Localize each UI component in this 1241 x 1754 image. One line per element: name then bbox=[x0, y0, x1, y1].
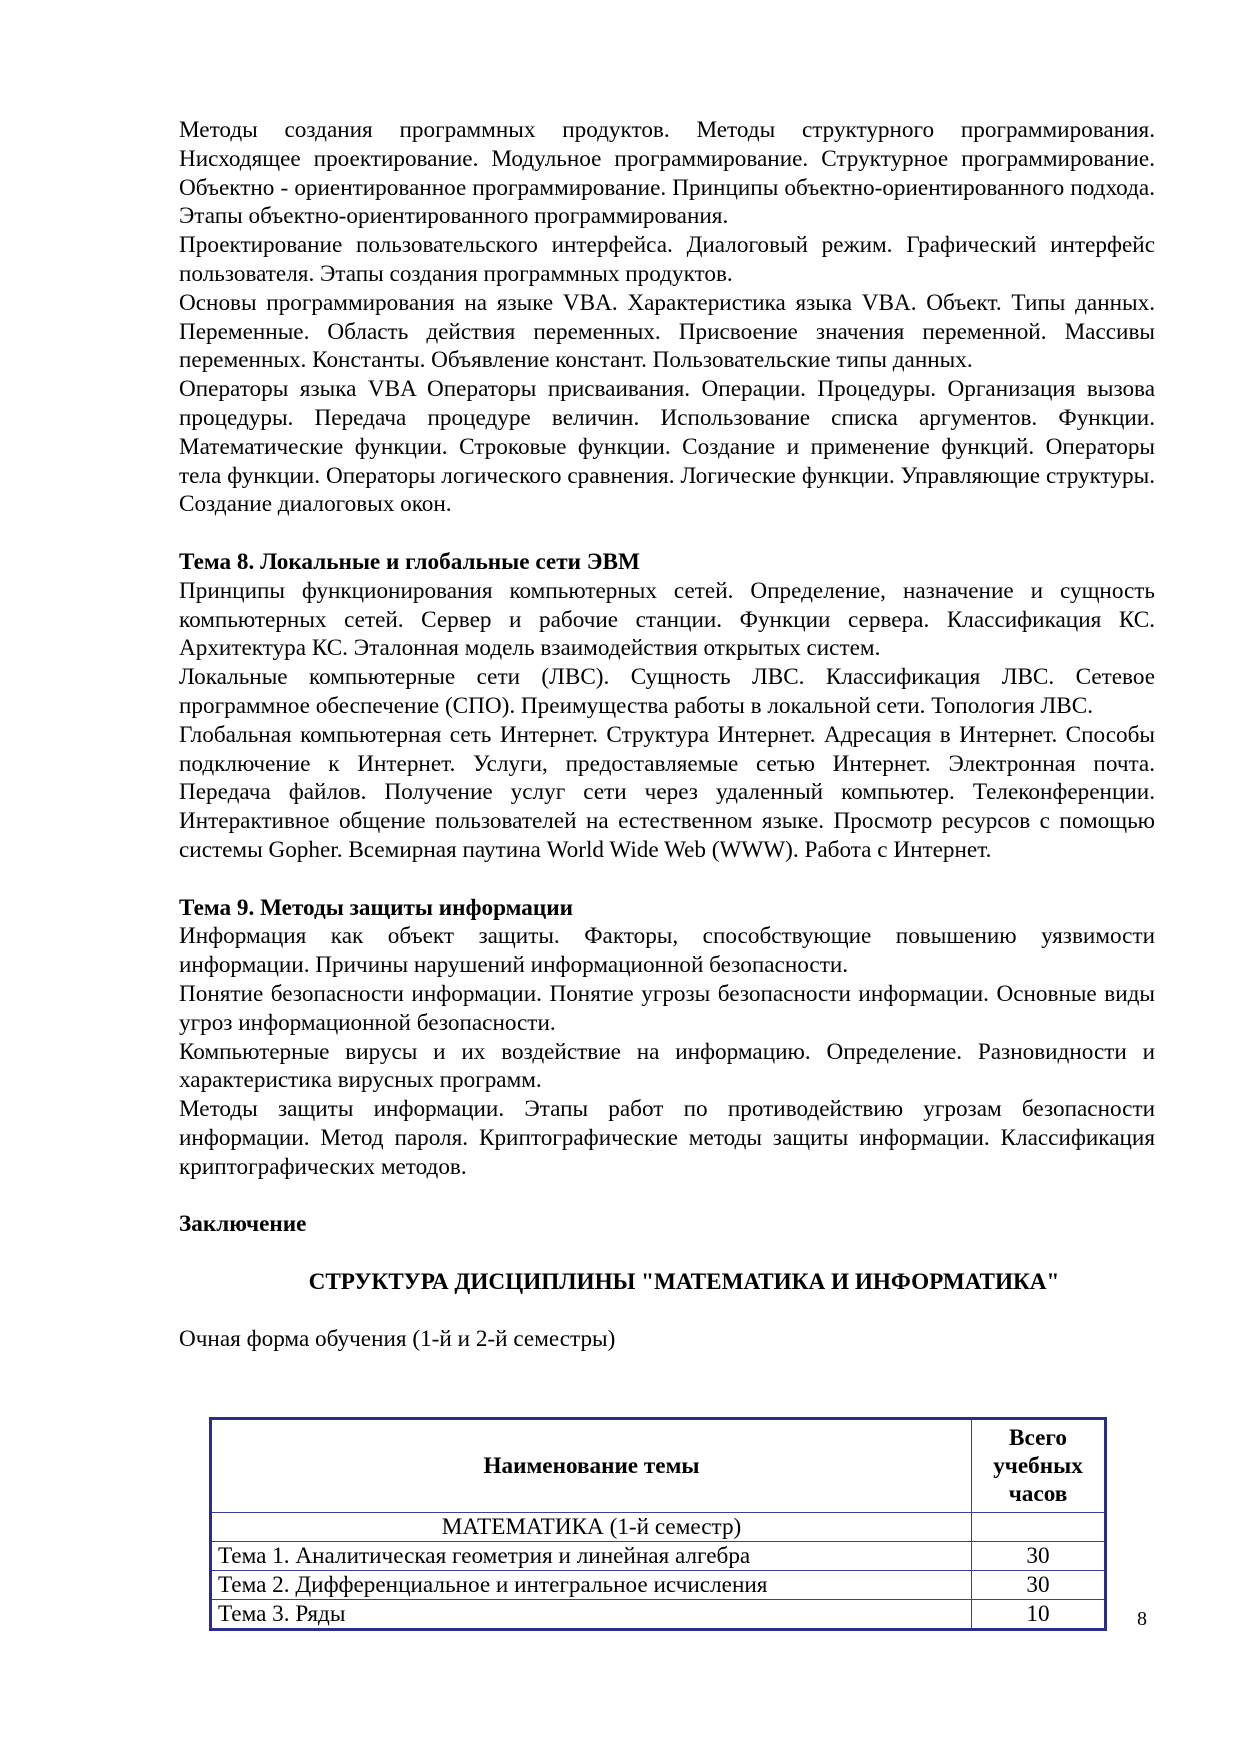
table-caption: Очная форма обучения (1-й и 2-й семестры) bbox=[179, 1326, 616, 1353]
column-header-total-hours bbox=[972, 1419, 1106, 1513]
discipline-structure-table bbox=[209, 1417, 1107, 1631]
body-paragraph: Основы программирования на языке VBA. Характеристика языка VBA. Объект. Типы данных. Переменные. Область действия переменных. Присвоение значения переменной. Массивы переменных. Константы. Объявление констант. Пользовательские типы данных. bbox=[179, 289, 1155, 374]
hours-header-line: часов bbox=[1008, 1481, 1068, 1507]
body-paragraph: Информация как объект защиты. Факторы, способствующие повышению уязвимости информации. Причины нарушений информационной безопасности. bbox=[179, 923, 1155, 979]
section-spacer bbox=[179, 1297, 1155, 1326]
topic-name-cell: Тема 3. Ряды bbox=[211, 1600, 972, 1630]
body-paragraph: Операторы языка VBA Операторы присваивания. Операции. Процедуры. Организация вызова процедуры. Передача процедуре величин. Использование списка аргументов. Функции. Математические функции. Строковые функции. Создание и применение функций. Операторы тела функции. Операторы логического сравнения. Логические функции. Управляющие структуры. Создание диалоговых окон. bbox=[179, 376, 1155, 518]
section-spacer bbox=[179, 519, 1155, 548]
topic-hours-cell: 30 bbox=[972, 1542, 1106, 1571]
section-heading-topic-9: Тема 9. Методы защиты информации bbox=[179, 894, 573, 921]
group-hours bbox=[972, 1513, 1106, 1542]
table-group-row bbox=[211, 1513, 1106, 1542]
topic-hours-cell: 30 bbox=[972, 1571, 1106, 1600]
body-paragraph: Компьютерные вирусы и их воздействие на информацию. Определение. Разновидности и характеристика вирусных программ. bbox=[179, 1038, 1155, 1094]
topic-name-cell: Тема 2. Дифференциальное и интегральное исчисления bbox=[211, 1571, 972, 1600]
document-body bbox=[179, 116, 1155, 1354]
group-label: МАТЕМАТИКА (1-й семестр) bbox=[211, 1513, 972, 1542]
hours-header-line: Всего bbox=[1009, 1425, 1067, 1451]
section-spacer bbox=[179, 1181, 1155, 1210]
structure-title: СТРУКТУРА ДИСЦИПЛИНЫ "МАТЕМАТИКА И ИНФОРМАТИКА" bbox=[308, 1268, 1060, 1295]
body-paragraph: Понятие безопасности информации. Понятие угрозы безопасности информации. Основные виды угроз информационной безопасности. bbox=[179, 980, 1155, 1036]
column-header-topic-name: Наименование темы bbox=[211, 1419, 972, 1513]
table-row bbox=[211, 1542, 1106, 1571]
section-spacer bbox=[179, 865, 1155, 894]
table-row bbox=[211, 1571, 1106, 1600]
body-paragraph: Методы создания программных продуктов. Методы структурного программирования. Нисходящее проектирование. Модульное программирование. Структурное программирование. Объектно - ориентированное программирование. Принципы объектно-ориентированного подхода. Этапы объектно-ориентированного программирования. bbox=[179, 117, 1155, 230]
body-paragraph: Проектирование пользовательского интерфейса. Диалоговый режим. Графический интерфейс пользователя. Этапы создания программных продуктов. bbox=[179, 232, 1155, 287]
hours-header-line: учебных bbox=[993, 1453, 1083, 1479]
topic-name-cell: Тема 1. Аналитическая геометрия и линейная алгебра bbox=[211, 1542, 972, 1571]
body-paragraph: Принципы функционирования компьютерных сетей. Определение, назначение и сущность компьютерных сетей. Сервер и рабочие станции. Функции сервера. Классификация КС. Архитектура КС. Эталонная модель взаимодействия открытых систем. bbox=[179, 577, 1155, 662]
body-paragraph: Локальные компьютерные сети (ЛВС). Сущность ЛВС. Классификация ЛВС. Сетевое программное обеспечение (СПО). Преимущества работы в локальной сети. Топология ЛВС. bbox=[179, 664, 1155, 719]
table-header-row bbox=[211, 1419, 1106, 1513]
page-number: 8 bbox=[1137, 1608, 1147, 1630]
section-heading-topic-8: Тема 8. Локальные и глобальные сети ЭВМ bbox=[179, 548, 640, 575]
conclusion-heading: Заключение bbox=[179, 1211, 307, 1238]
table-row bbox=[211, 1600, 1106, 1630]
body-paragraph: Методы защиты информации. Этапы работ по противодействию угрозам безопасности информации. Метод пароля. Криптографические методы защиты информации. Классификация криптографических методов. bbox=[179, 1096, 1155, 1180]
body-paragraph: Глобальная компьютерная сеть Интернет. Структура Интернет. Адресация в Интернет. Способы подключение к Интернет. Услуги, предоставляемые сетью Интернет. Электронная почта. Передача файлов. Получение услуг сети через удаленный компьютер. Телеконференции. Интерактивное общение пользователей на естественном языке. Просмотр ресурсов с помощью системы Gopher. Всемирная паутина World Wide Web (WWW). Работа с Интернет. bbox=[179, 721, 1155, 863]
section-spacer bbox=[179, 1239, 1155, 1268]
topic-hours-cell: 10 bbox=[972, 1600, 1106, 1630]
